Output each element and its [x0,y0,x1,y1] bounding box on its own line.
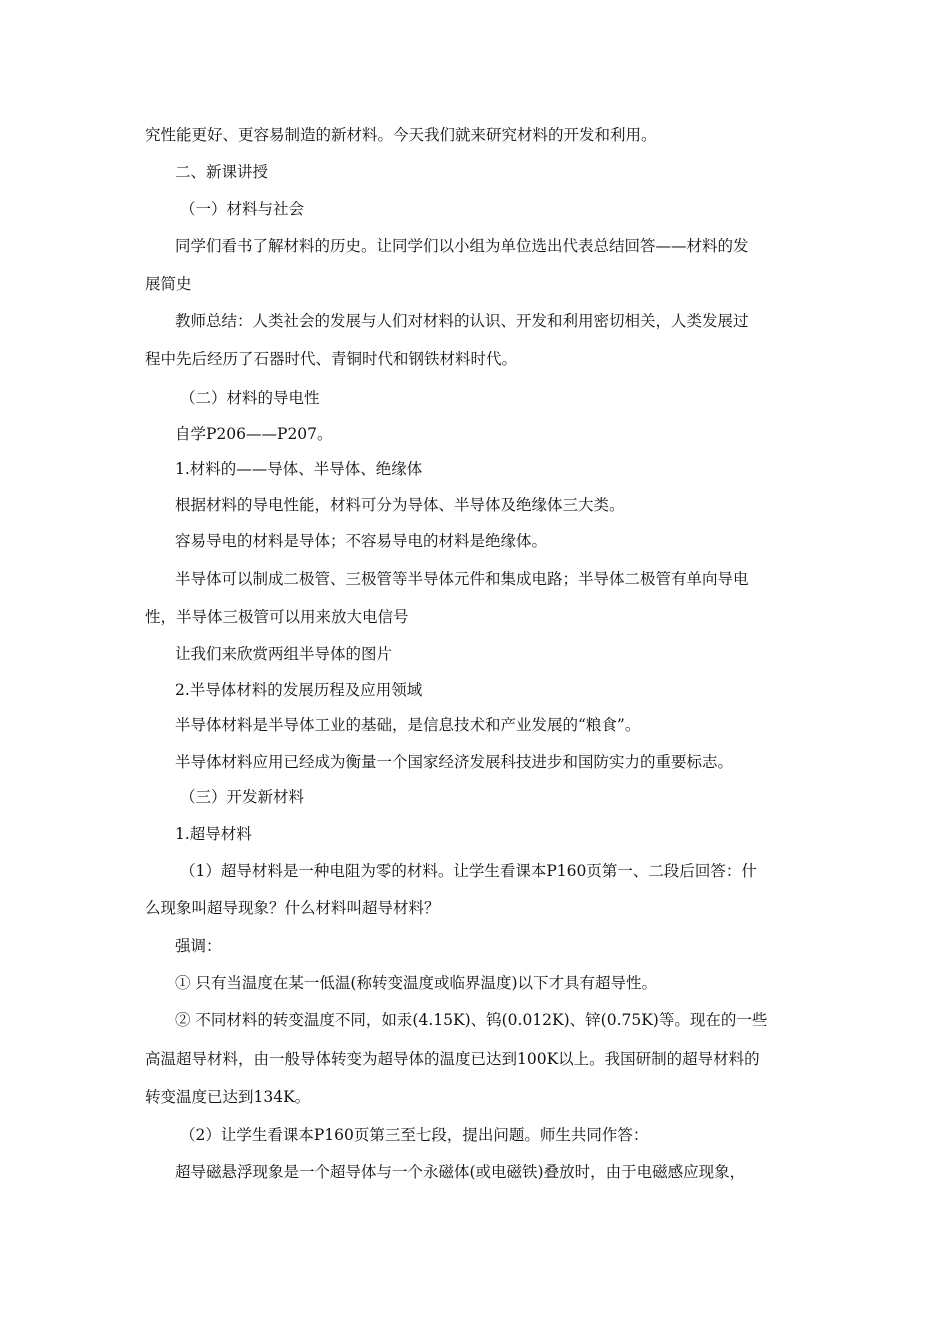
text-line: 性，半导体三极管可以用来放大电信号 [145,608,409,626]
text-line: ① 只有当温度在某一低温(称转变温度或临界温度)以下才具有超导性。 [175,974,658,992]
text-line: 让我们来欣赏两组半导体的图片 [175,645,393,663]
section-heading: 二、新课讲授 [175,163,269,181]
text-line: ② 不同材料的转变温度不同，如汞(4.15K)、钨(0.012K)、锌(0.75K)等。现在的一些 [175,1011,768,1029]
text-line: 半导体材料应用已经成为衡量一个国家经济发展科技进步和国防实力的重要标志。 [175,753,734,771]
text-line: 1.材料的——导体、半导体、绝缘体 [175,460,423,478]
text-line: （2）让学生看课本P160页第三至七段，提出问题。师生共同作答： [180,1126,649,1144]
text-line: 超导磁悬浮现象是一个超导体与一个永磁体(或电磁铁)叠放时，由于电磁感应现象， [175,1163,746,1181]
text-line: 展简史 [145,275,192,293]
text-line: （1）超导材料是一种电阻为零的材料。让学生看课本P160页第一、二段后回答：什 [180,862,757,880]
text-line: 么现象叫超导现象？什么材料叫超导材料？ [145,899,440,917]
text-line: 根据材料的导电性能，材料可分为导体、半导体及绝缘体三大类。 [175,496,625,514]
subsection-heading: （二）材料的导电性 [180,389,320,407]
text-line: 教师总结：人类社会的发展与人们对材料的认识、开发和利用密切相关，人类发展过 [175,312,749,330]
text-line: 高温超导材料，由一般导体转变为超导体的温度已达到100K以上。我国研制的超导材料的 [145,1050,760,1068]
text-line: 转变温度已达到134K。 [145,1088,311,1106]
text-line: 强调： [175,937,222,955]
text-line: 容易导电的材料是导体；不容易导电的材料是绝缘体。 [175,532,548,550]
text-line: 究性能更好、更容易制造的新材料。今天我们就来研究材料的开发和利用。 [145,126,657,144]
text-line: 1.超导材料 [175,825,252,843]
subsection-heading: （三）开发新材料 [180,788,305,806]
subsection-heading: （一）材料与社会 [180,200,305,218]
text-line: 半导体可以制成二极管、三极管等半导体元件和集成电路；半导体二极管有单向导电 [175,570,749,588]
text-line: 2.半导体材料的发展历程及应用领域 [175,681,423,699]
text-line: 半导体材料是半导体工业的基础，是信息技术和产业发展的“粮食”。 [175,716,641,734]
text-line: 程中先后经历了石器时代、青铜时代和钢铁材料时代。 [145,350,518,368]
text-line: 自学P206——P207。 [175,425,333,443]
text-line: 同学们看书了解材料的历史。让同学们以小组为单位选出代表总结回答——材料的发 [175,237,749,255]
